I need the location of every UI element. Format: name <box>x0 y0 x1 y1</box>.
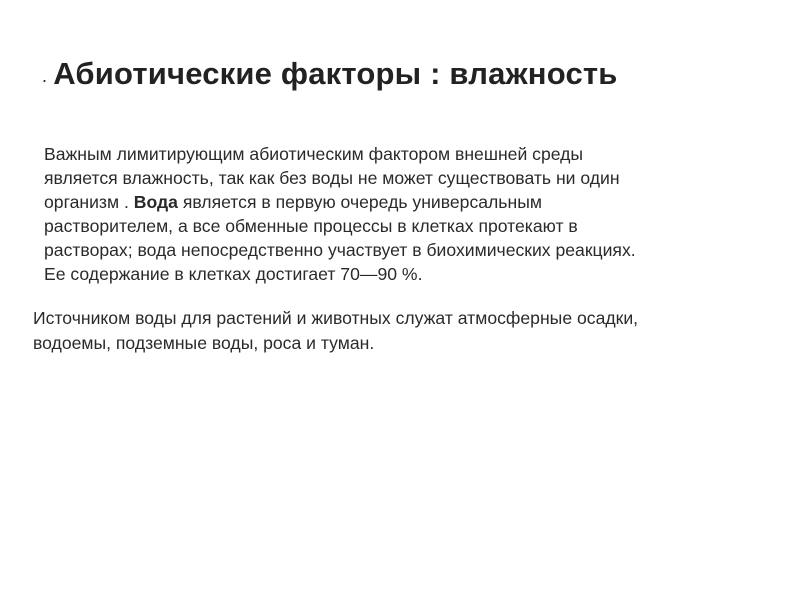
slide-title <box>42 56 782 92</box>
paragraph-line: растворах; вода непосредственно участвует в биохимических реакциях. <box>44 240 636 260</box>
title-text: Абиотические факторы : влажность <box>53 56 618 91</box>
paragraph-line: водоемы, подземные воды, роса и туман. <box>33 333 375 353</box>
paragraph-line: является влажность, так как без воды не может существовать ни один <box>44 168 620 188</box>
paragraph-water-importance <box>44 142 764 286</box>
paragraph-line: растворителем, а все обменные процессы в клетках протекают в <box>44 216 578 236</box>
text-run: организм . <box>44 192 134 212</box>
paragraph-line: Ее содержание в клетках достигает 70—90 %. <box>44 264 423 284</box>
paragraph-line: Важным лимитирующим абиотическим фактором внешней среды <box>44 144 584 164</box>
paragraph-water-sources <box>33 306 773 356</box>
bold-term-water: Вода <box>133 192 178 212</box>
paragraph-line <box>44 190 764 214</box>
paragraph-line: Источником воды для растений и животных служат атмосферные осадки, <box>33 308 639 328</box>
text-run: является в первую очередь универсальным <box>177 192 542 212</box>
title-bullet: . <box>42 66 48 86</box>
